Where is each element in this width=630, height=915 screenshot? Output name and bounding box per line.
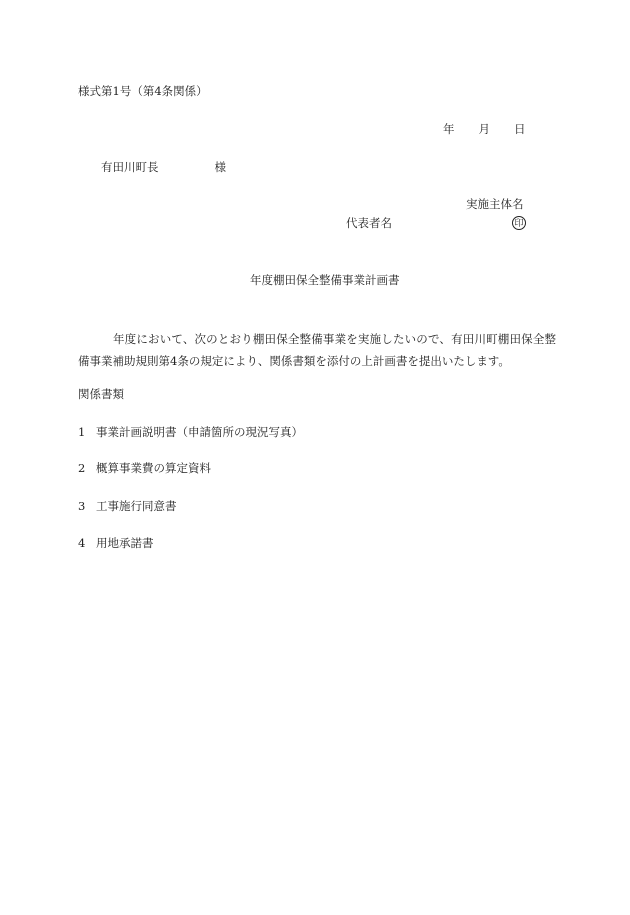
representative-label: 代表者名 (346, 216, 392, 230)
related-document-item (78, 463, 211, 475)
date-month-label: 月 (478, 122, 490, 136)
addressee-honorific: 様 (214, 160, 226, 174)
form-number: 様式第1号（第4条関係） (78, 84, 208, 98)
document-title: 年度棚田保全整備事業計画書 (250, 273, 400, 287)
item-label: 概算事業費の算定資料 (96, 461, 211, 475)
item-number: 2 (78, 461, 86, 475)
date-year-label: 年 (443, 122, 455, 136)
item-label: 工事施行同意書 (96, 499, 177, 513)
item-number: 1 (78, 425, 86, 439)
body-paragraph: 年度において、次のとおり棚田保全整備事業を実施したいので、有田川町棚田保全整備事業補助規則第4条の規定により、関係書類を添付の上計画書を提出いたします。 (78, 332, 556, 368)
item-number: 4 (78, 536, 86, 550)
addressee (101, 162, 226, 174)
date-line (443, 124, 526, 136)
applicant-entity-label: 実施主体名 (466, 197, 524, 211)
item-number: 3 (78, 499, 86, 513)
item-label: 用地承諾書 (96, 536, 154, 550)
item-label: 事業計画説明書（申請箇所の現況写真） (96, 425, 303, 439)
date-day-label: 日 (514, 122, 526, 136)
addressee-title: 有田川町長 (101, 160, 159, 174)
seal-stamp-mark: 印 (512, 216, 526, 230)
related-document-item (78, 427, 303, 439)
related-document-item (78, 501, 177, 513)
related-document-item (78, 538, 154, 550)
related-documents-heading: 関係書類 (78, 387, 124, 401)
